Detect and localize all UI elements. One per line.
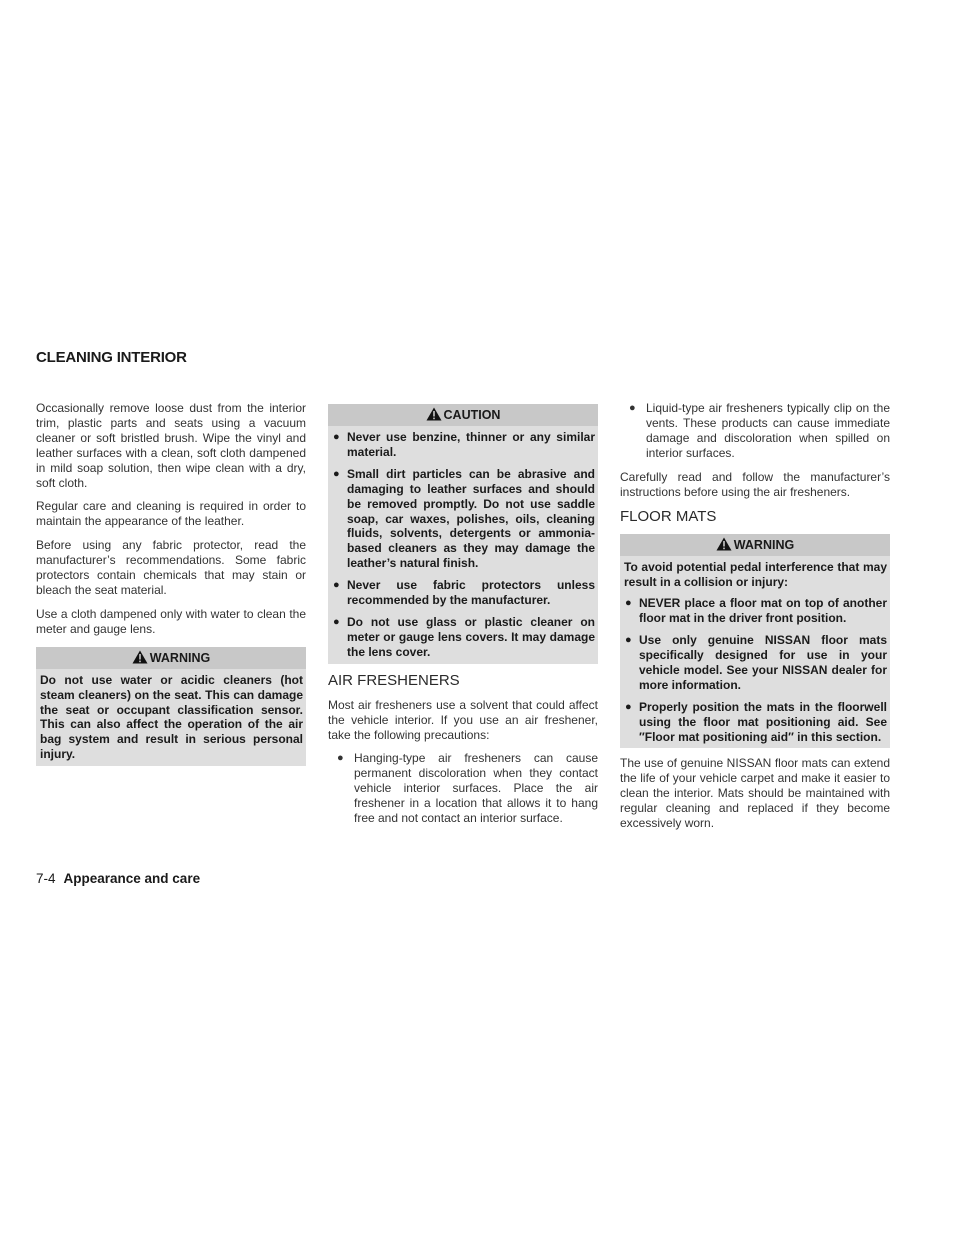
column-3: [620, 401, 890, 840]
column-1: [36, 401, 306, 774]
air-freshener-list-continued: [620, 401, 890, 461]
list-item: ● Small dirt particles can be abrasive and damaging to leather surfaces and should be removed promptly. Do not use saddle soap, car waxes, polishes, oils, cleaning fluids, solvents, detergents or ammonia-based cleaners as they may damage the leather’s natural finish.: [333, 466, 595, 571]
warning-header: [620, 534, 890, 556]
list-item: ● Hanging-type air fresheners can cause permanent discoloration when they contact vehicle interior surfaces. Place the air freshener in a location that allows it to hang free and not contact an interior surface.: [337, 751, 598, 826]
bullet-icon: ●: [625, 597, 632, 610]
bullet-icon: ●: [625, 700, 632, 713]
warning-header: [36, 647, 306, 669]
chapter-label: Appearance and care: [63, 871, 201, 886]
caution-box: [328, 404, 598, 664]
warning-label: WARNING: [149, 650, 211, 665]
paragraph: Regular care and cleaning is required in order to maintain the appearance of the leather.: [36, 499, 306, 529]
list-item: ● Properly position the mats in the floorwell using the floor mat positioning aid. See ″Floor mat positioning aid″ in this section.: [625, 699, 887, 744]
caution-label: CAUTION: [443, 408, 501, 422]
list-item: ● Use only genuine NISSAN floor mats specifically designed for use in your vehicle model. See your NISSAN dealer for more information.: [625, 633, 887, 692]
warning-label: WARNING: [733, 538, 795, 553]
bullet-icon: ●: [333, 431, 340, 443]
list-item: ● NEVER place a floor mat on top of another floor mat in the driver front position.: [625, 596, 887, 626]
warning-text: Do not use water or acidic cleaners (hot steam cleaners) on the seat. This can damage the seat or occupant classification sensor. This can also affect the operation of the air bag system and result in serious personal injury.: [40, 672, 303, 762]
page-footer: [36, 871, 200, 886]
warning-intro: To avoid potential pedal interference that may result in a collision or injury:: [624, 560, 887, 590]
paragraph: Occasionally remove loose dust from the interior trim, plastic parts and seats using a vacuum cleaner or soft bristled brush. Wipe the vinyl and leather surfaces with a clean, soft cloth dampened in mild soap solution, then wipe clean with a dry, soft cloth.: [36, 401, 306, 490]
warning-list: [620, 556, 890, 748]
caution-list: [328, 426, 598, 664]
bullet-icon: ●: [333, 579, 340, 592]
warning-box: [36, 647, 306, 766]
bullet-icon: ●: [625, 634, 632, 647]
paragraph: The use of genuine NISSAN floor mats can extend the life of your vehicle carpet and make it easier to clean the interior. Mats should be maintained with regular cleaning and replaced if they become excessively worn.: [620, 756, 890, 831]
warning-triangle-icon: [132, 649, 148, 663]
air-freshener-list: [328, 751, 598, 826]
list-item: ● Never use fabric protectors unless recommended by the manufacturer.: [333, 578, 595, 608]
bullet-icon: ●: [337, 752, 344, 765]
paragraph: Before using any fabric protector, read the manufacturer’s recommendations. Some fabric protectors contain chemicals that may stain or bleach the seat material.: [36, 538, 306, 597]
air-fresheners-heading: AIR FRESHENERS: [328, 671, 460, 689]
bullet-icon: ●: [333, 467, 340, 480]
floor-mats-heading: FLOOR MATS: [620, 508, 717, 526]
caution-header: [328, 404, 598, 426]
paragraph: Use a cloth dampened only with water to clean the meter and gauge lens.: [36, 606, 306, 636]
page-number: 7-4: [36, 871, 56, 886]
column-2: [328, 401, 598, 835]
bullet-icon: ●: [333, 615, 340, 628]
warning-triangle-icon: [716, 536, 732, 550]
paragraph: Carefully read and follow the manufacturer’s instructions before using the air fresheners.: [620, 469, 890, 499]
warning-triangle-icon: [426, 406, 442, 420]
warning-box: [620, 534, 890, 748]
paragraph: Most air fresheners use a solvent that could affect the vehicle interior. If you use an air freshener, take the following precautions:: [328, 697, 598, 742]
bullet-icon: ●: [629, 402, 636, 414]
section-title: CLEANING INTERIOR: [36, 349, 187, 366]
list-item: ● Liquid-type air fresheners typically clip on the vents. These products can cause immediate damage and discoloration when spilled on interior surfaces.: [629, 401, 890, 460]
list-item: ● Never use benzine, thinner or any similar material.: [333, 430, 595, 459]
list-item: ● Do not use glass or plastic cleaner on meter or gauge lens covers. It may damage the lens cover.: [333, 614, 595, 659]
